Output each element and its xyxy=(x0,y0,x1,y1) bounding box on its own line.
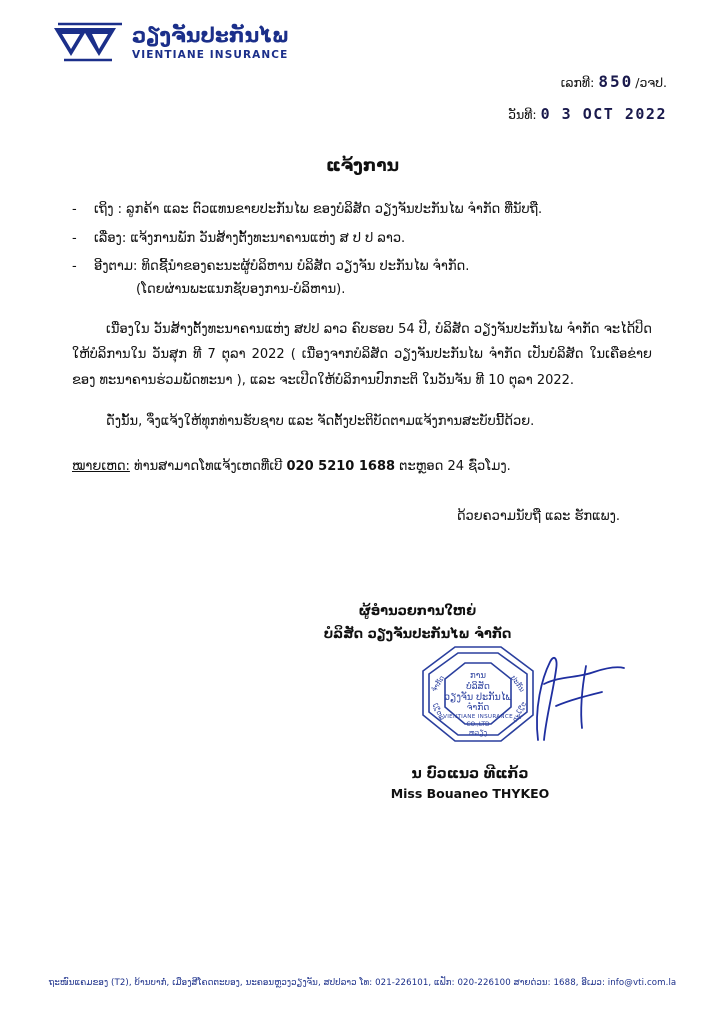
svg-text:ຈຳກັດ: ຈຳກັດ xyxy=(430,674,447,694)
svg-text:ການ: ການ xyxy=(470,671,486,681)
meta-list xyxy=(72,200,652,299)
vti-chevron-logo-icon xyxy=(52,22,126,62)
logo-en-name: VIENTIANE INSURANCE xyxy=(132,49,289,61)
bullet-dash: - xyxy=(72,259,77,274)
page-title: ແຈ້ງການ xyxy=(325,156,400,176)
reference-date-value: 0 3 OCT 2022 xyxy=(540,105,667,123)
reference-number-row xyxy=(508,72,667,91)
paragraph-1: ເນື່ອງໃນ ວັນສ້າງຕັ້ງທະນາຄານແຫ່ງ ສປປ ລາວ ຄົບຮອບ 54 ປີ, ບໍລິສັດ ວຽງຈັນປະກັນໄພ ຈຳກັດ ຈະໄດ້ປິດໃຫ້ບໍລິການໃນ ວັນສຸກ ທີ 7 ຕຸລາ 2022 ( ເນື່ອງຈາກບໍລິສັດ ວຽງຈັນປະກັນໄພ ຈຳກັດ ເປັນບໍລິສັດ ໃນເຄືອຂ່າຍຂອງ ທະນາຄານຮ່ວມພັດທະນາ ), ແລະ ຈະເປີດໃຫ້ບໍລິການປົກກະຕິ ໃນວັນຈັນ ທີ 10 ຕຸລາ 2022. xyxy=(72,322,652,388)
svg-text:VIENTIANE INSURANCE: VIENTIANE INSURANCE xyxy=(443,714,513,720)
closing-salutation: ດ້ວຍຄວາມນັບຖື ແລະ ຮັກແພງ. xyxy=(456,509,620,525)
svg-text:ຈຳກັດ: ຈຳກັດ xyxy=(466,703,490,713)
paragraph-2: ດັ່ງນັ້ນ, ຈຶ່ງແຈ້ງໃຫ້ທຸກທ່ານຮັບຊາບ ແລະ ຈັດຕັ້ງປະຕິບັດຕາມແຈ້ງການສະບັບນີ້ດ້ວຍ. xyxy=(106,414,535,430)
signature-block xyxy=(0,600,725,647)
logo-lao-name: ວຽງຈັນປະກັນໄພ xyxy=(132,23,290,47)
meta-subject: ເລື່ອງ: ແຈ້ງການພັກ ວັນສ້າງຕັ້ງທະນາຄານແຫ່ງ ສ ປ ປ ລາວ. xyxy=(94,230,406,246)
contact-note-before: ທ່ານສາມາດໂທແຈ້ງເຫດທີ່ເບີ xyxy=(129,459,287,475)
meta-basis-text: ອີງຕາມ: ທິດຊີ້ນຳຂອງຄະນະຜູ້ບໍລິຫານ ບໍລິສັດ ວຽງຈັນ ປະກັນໄພ ຈຳກັດ. xyxy=(94,259,470,274)
bullet-dash: - xyxy=(72,202,77,217)
svg-text:ປະກັນ: ປະກັນ xyxy=(509,674,527,694)
bullet-dash: - xyxy=(72,230,77,246)
contact-note-label: ໝາຍເຫດ: xyxy=(72,459,130,475)
signer-name-lao: ນ ບົວແນວ ທີແກ້ວ xyxy=(411,766,529,782)
meta-addressee: ເຖິງ : ລູກຄ້າ ແລະ ຕົວແທນຂາຍປະກັນໄພ ຂອງບໍລິສັດ ວຽງຈັນປະກັນໄພ ຈຳກັດ ທີ່ນັບຖື. xyxy=(94,202,543,217)
reference-date-row xyxy=(508,105,667,123)
footer-contact-line: ຖະໜົນແຄມຂອງ (T2), ບ້ານບາກໍ່, ເມືອງສີໂຄດຕະບອງ, ນະຄອນຫຼວງວຽງຈັນ, ສປປລາວ ໂທ: 021-226101, ແຟັກ: 020-226100 ສາຍດ່ວນ: 1688, ອີເມວ: info@vti.com.la xyxy=(48,978,677,988)
svg-text:CO.,LTD: CO.,LTD xyxy=(466,721,490,728)
svg-text:ຫວຽງ: ຫວຽງ xyxy=(468,729,488,737)
list-item xyxy=(72,229,652,249)
signatory-company: ບໍລິສັດ ວຽງຈັນປະກັນໄພ ຈຳກັດ xyxy=(323,627,512,643)
logo-text-block xyxy=(132,22,289,61)
svg-text:ວຽງຈັນ ປະກັນໄພ: ວຽງຈັນ ປະກັນໄພ xyxy=(444,692,512,703)
reference-number-suffix: /ວຈປ. xyxy=(635,75,667,90)
handwritten-signature-icon xyxy=(520,648,640,758)
reference-number-label: ເລກທີ: xyxy=(560,75,595,90)
meta-basis xyxy=(94,257,652,299)
signer-name-block xyxy=(0,766,725,801)
signer-name-en: Miss Bouaneo THYKEO xyxy=(390,786,550,801)
svg-text:ຫວຽງ: ຫວຽງ xyxy=(430,702,447,722)
svg-text:ບໍລິສັດ: ບໍລິສັດ xyxy=(466,682,490,692)
list-item xyxy=(72,257,652,299)
reference-block xyxy=(508,72,667,137)
svg-text:ວຽງຈັນ: ວຽງຈັນ xyxy=(511,700,529,724)
list-item xyxy=(72,200,652,220)
reference-number-value: 850 xyxy=(598,72,634,91)
contact-phone-number: 020 5210 1688 xyxy=(286,459,396,475)
document-body xyxy=(72,200,652,530)
meta-basis-subtext: (ໂດຍຜ່ານພະແນກຊັບອງການ-ບໍລິຫານ). xyxy=(136,281,346,297)
signatory-role: ຜູ້ອຳນວຍການໃຫຍ່ xyxy=(358,604,477,619)
letterhead xyxy=(52,22,289,62)
reference-date-label: ວັນທີ: xyxy=(508,107,537,122)
contact-note xyxy=(72,456,652,478)
contact-note-after: ຕະຫຼອດ 24 ຊົ່ວໂມງ. xyxy=(395,459,511,475)
